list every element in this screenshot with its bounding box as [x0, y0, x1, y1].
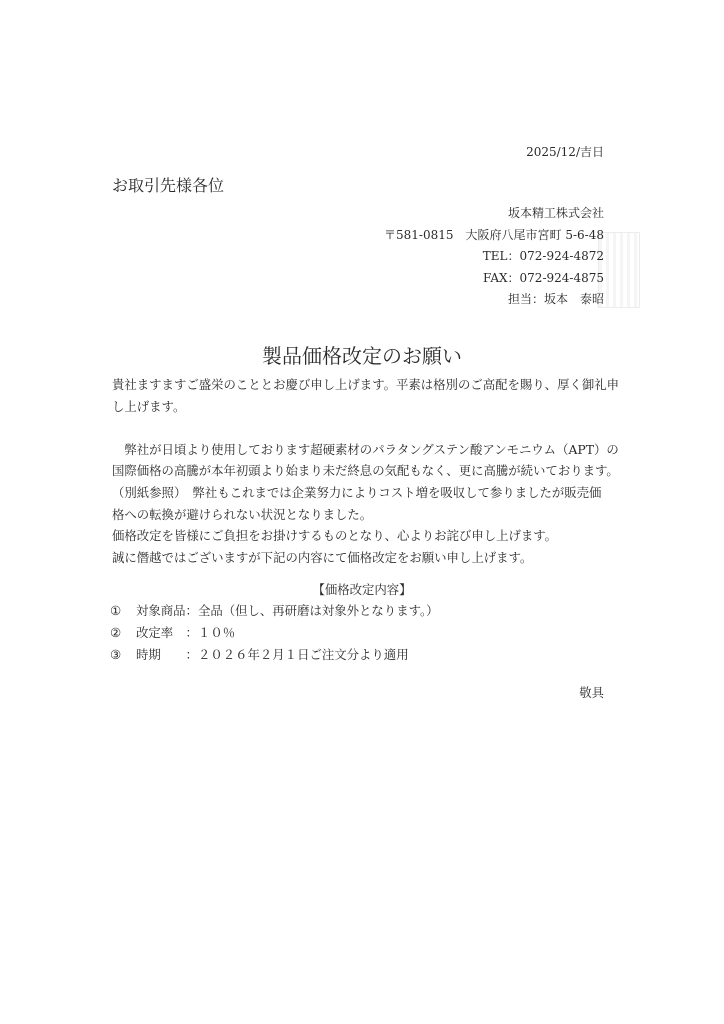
sender-fax: FAX：072-924-4875	[483, 270, 604, 285]
item-text: 時期 ：２０２６年２月１日ご注文分より適用	[136, 647, 409, 662]
body-line: 弊社が日頃より使用しております超硬素材のパラタングステン酸アンモニウム（APT）の	[112, 441, 619, 457]
recipient: お取引先様各位	[112, 176, 225, 195]
sender-block	[384, 203, 604, 311]
body-line: 国際価格の高騰が本年初頭より始まり未だ終息の気配もなく、更に高騰が続いております。	[112, 463, 619, 479]
item-text: 対象商品：全品（但し、再研磨は対象外となります。）	[136, 603, 439, 618]
closing-remark: 敬具	[579, 685, 604, 700]
sender-contact: 担当：坂本 泰昭	[507, 292, 604, 306]
sender-company: 坂本精工株式会社	[507, 206, 604, 220]
item-number: ③	[110, 647, 122, 662]
body-line: （別紙参照） 弊社もこれまでは企業努力によりコスト増を吸収して参りましたが販売価	[112, 484, 602, 500]
document-date: 2025/12/吉日	[526, 145, 604, 159]
list-item	[110, 644, 439, 666]
item-text: 改定率 ：１０％	[136, 625, 236, 640]
item-number: ①	[110, 603, 122, 618]
body-text	[112, 374, 620, 568]
body-line: 格への転換が避けられない状況となりました。	[112, 506, 373, 522]
body-line	[112, 417, 612, 439]
company-seal-stamp	[598, 232, 640, 308]
list-item	[110, 622, 439, 644]
sender-tel: TEL：072-924-4872	[482, 249, 604, 263]
body-line: し上げます。	[112, 398, 186, 414]
body-line: 価格改定を皆様にご負担をお掛けするものとなり、心よりお詫び申し上げます。	[112, 528, 558, 544]
document-title: 製品価格改定のお願い	[262, 344, 462, 368]
body-line: 誠に僭越ではございますが下記の内容にて価格改定をお願い申し上げます。	[112, 549, 533, 565]
sender-address: 〒581-0815 大阪府八尾市宮町 5-6-48	[384, 227, 604, 242]
body-line: 貴社ますますご盛栄のこととお慶び申し上げます。平素は格別のご高配を賜り、厚く御礼申	[112, 377, 620, 392]
price-revision-items	[110, 600, 439, 666]
list-item	[110, 600, 439, 622]
section-header: 【価格改定内容】	[312, 582, 412, 597]
item-number: ②	[110, 625, 122, 640]
